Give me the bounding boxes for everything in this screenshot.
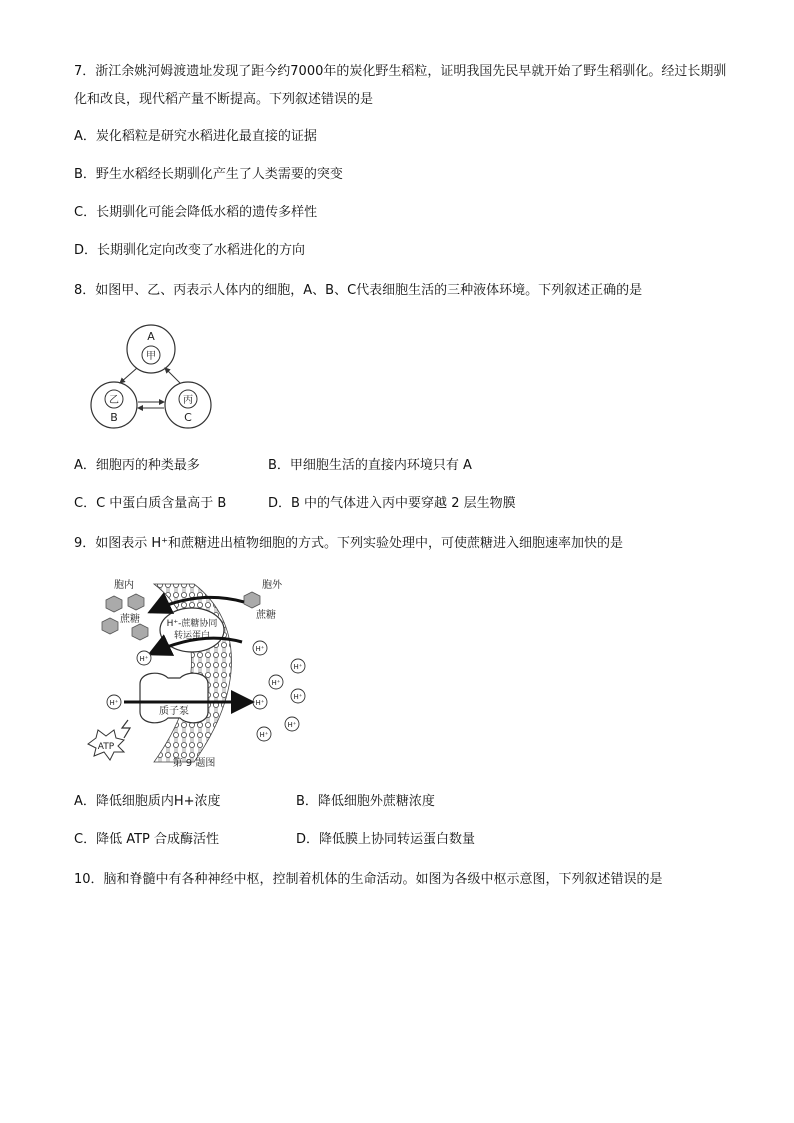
q9-option-d: D．降低膜上协同转运蛋白数量 — [296, 832, 476, 847]
proton-label: H⁺ — [259, 731, 269, 739]
atp-lightning — [122, 720, 130, 738]
q7-stem: 7．浙江余姚河姆渡遗址发现了距今约7000年的炭化野生稻粒，证明我国先民早就开始了野生稻驯化。经过长期驯化和改良，现代稻产量不断提高。下列叙述错误的是 — [74, 64, 727, 107]
q8-stem: 8．如图甲、乙、丙表示人体内的细胞，A、B、C代表细胞生活的三种液体环境。下列叙述正确的是 — [74, 283, 643, 298]
figure-caption: 第 9 题图 — [172, 758, 216, 769]
cell-yi-label: 乙 — [109, 395, 119, 406]
q9-figure — [84, 572, 324, 772]
arrow-c-to-a — [165, 368, 180, 383]
cell-jia-label: 甲 — [146, 351, 156, 362]
sucrose-hexagon — [132, 624, 148, 640]
q8-option-b: B．甲细胞生活的直接内环境只有 A — [268, 458, 472, 473]
arrow-a-to-b — [120, 368, 137, 383]
q9-option-b: B．降低细胞外蔗糖浓度 — [296, 794, 435, 809]
proton-pump-label: 质子泵 — [159, 706, 189, 717]
sucrose-hexagon — [102, 618, 118, 634]
sucrose-hexagon — [244, 592, 260, 608]
q7-option-c: C．长期驯化可能会降低水稻的遗传多样性 — [74, 205, 318, 220]
q9-option-c: C．降低 ATP 合成酶活性 — [74, 832, 220, 847]
atp-label: ATP — [97, 742, 115, 752]
q7-option-a: A．炭化稻粒是研究水稻进化最直接的证据 — [74, 129, 317, 144]
inside-label: 胞内 — [114, 580, 134, 591]
q9-stem: 9．如图表示 H⁺和蔗糖进出植物细胞的方式。下列实验处理中，可使蔗糖进入细胞速率加快的是 — [74, 536, 624, 551]
cotransporter-label-1: H⁺-蔗糖协同 — [166, 619, 218, 629]
fluid-b-label: B — [110, 411, 118, 424]
sucrose-inside-label: 蔗糖 — [120, 614, 140, 625]
proton-label: H⁺ — [255, 699, 265, 707]
q8-option-d: D．B 中的气体进入丙中要穿越 2 层生物膜 — [268, 496, 516, 511]
q9-option-a: A．降低细胞质内H+浓度 — [74, 794, 221, 809]
cotransporter-label-2: 转运蛋白 — [173, 631, 211, 641]
sucrose-outside-label: 蔗糖 — [256, 610, 276, 621]
proton-label: H⁺ — [287, 721, 297, 729]
proton-label: H⁺ — [255, 645, 265, 653]
q8-option-a: A．细胞丙的种类最多 — [74, 458, 200, 473]
q7-option-b: B．野生水稻经长期驯化产生了人类需要的突变 — [74, 167, 343, 182]
fluid-a-label: A — [147, 330, 155, 343]
sucrose-hexagon — [128, 594, 144, 610]
q8-diagram — [80, 322, 230, 432]
cell-bing-label: 丙 — [183, 395, 193, 406]
sucrose-hexagon — [106, 596, 122, 612]
proton-label: H⁺ — [109, 699, 119, 707]
q8-option-c: C．C 中蛋白质含量高于 B — [74, 496, 227, 511]
fluid-c-label: C — [184, 411, 192, 424]
q7-option-d: D．长期驯化定向改变了水稻进化的方向 — [74, 243, 306, 258]
q10-stem: 10．脑和脊髓中有各种神经中枢，控制着机体的生命活动。如图为各级中枢示意图，下列叙述错误的是 — [74, 872, 663, 887]
proton-label: H⁺ — [139, 655, 149, 663]
outside-label: 胞外 — [262, 580, 282, 591]
proton-label: H⁺ — [271, 679, 281, 687]
proton-label: H⁺ — [293, 663, 303, 671]
proton-label: H⁺ — [293, 693, 303, 701]
